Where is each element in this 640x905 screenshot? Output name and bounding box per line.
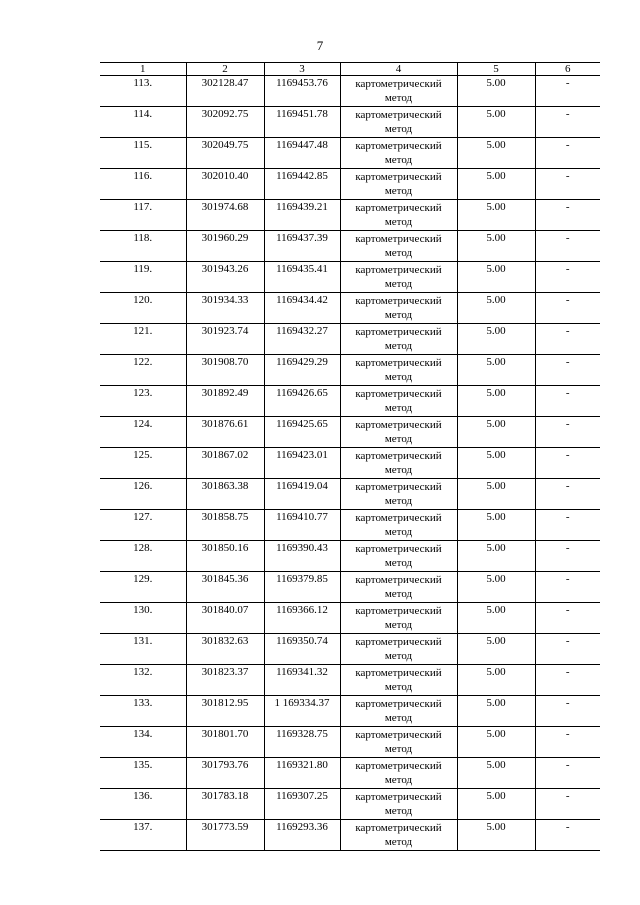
x-coordinate-cell: 301943.26 bbox=[186, 262, 264, 293]
method-cell: картометрический метод bbox=[340, 293, 457, 324]
table-row bbox=[100, 293, 600, 324]
x-coordinate-cell: 301845.36 bbox=[186, 572, 264, 603]
point-number-cell: 135. bbox=[100, 758, 186, 789]
method-cell: картометрический метод bbox=[340, 510, 457, 541]
method-cell: картометрический метод bbox=[340, 634, 457, 665]
table-row bbox=[100, 541, 600, 572]
point-number-cell: 120. bbox=[100, 293, 186, 324]
note-cell: - bbox=[535, 107, 600, 138]
header-cell: 5 bbox=[457, 63, 535, 76]
header-cell: 4 bbox=[340, 63, 457, 76]
accuracy-cell: 5.00 bbox=[457, 789, 535, 820]
note-cell: - bbox=[535, 448, 600, 479]
y-coordinate-cell: 1169447.48 bbox=[264, 138, 340, 169]
y-coordinate-cell: 1169423.01 bbox=[264, 448, 340, 479]
accuracy-cell: 5.00 bbox=[457, 758, 535, 789]
table-row bbox=[100, 138, 600, 169]
x-coordinate-cell: 301832.63 bbox=[186, 634, 264, 665]
x-coordinate-cell: 301876.61 bbox=[186, 417, 264, 448]
accuracy-cell: 5.00 bbox=[457, 169, 535, 200]
table-row bbox=[100, 324, 600, 355]
accuracy-cell: 5.00 bbox=[457, 107, 535, 138]
method-cell: картометрический метод bbox=[340, 138, 457, 169]
x-coordinate-cell: 301850.16 bbox=[186, 541, 264, 572]
accuracy-cell: 5.00 bbox=[457, 665, 535, 696]
x-coordinate-cell: 301812.95 bbox=[186, 696, 264, 727]
note-cell: - bbox=[535, 479, 600, 510]
y-coordinate-cell: 1169442.85 bbox=[264, 169, 340, 200]
point-number-cell: 132. bbox=[100, 665, 186, 696]
note-cell: - bbox=[535, 727, 600, 758]
accuracy-cell: 5.00 bbox=[457, 200, 535, 231]
y-coordinate-cell: 1169379.85 bbox=[264, 572, 340, 603]
method-cell: картометрический метод bbox=[340, 789, 457, 820]
header-cell: 1 bbox=[100, 63, 186, 76]
x-coordinate-cell: 301801.70 bbox=[186, 727, 264, 758]
point-number-cell: 118. bbox=[100, 231, 186, 262]
coordinates-table bbox=[100, 62, 600, 851]
table-row bbox=[100, 200, 600, 231]
note-cell: - bbox=[535, 138, 600, 169]
accuracy-cell: 5.00 bbox=[457, 262, 535, 293]
accuracy-cell: 5.00 bbox=[457, 76, 535, 107]
accuracy-cell: 5.00 bbox=[457, 417, 535, 448]
accuracy-cell: 5.00 bbox=[457, 231, 535, 262]
point-number-cell: 124. bbox=[100, 417, 186, 448]
header-cell: 6 bbox=[535, 63, 600, 76]
point-number-cell: 121. bbox=[100, 324, 186, 355]
table-row bbox=[100, 355, 600, 386]
note-cell: - bbox=[535, 200, 600, 231]
x-coordinate-cell: 301823.37 bbox=[186, 665, 264, 696]
x-coordinate-cell: 301793.76 bbox=[186, 758, 264, 789]
y-coordinate-cell: 1169429.29 bbox=[264, 355, 340, 386]
accuracy-cell: 5.00 bbox=[457, 386, 535, 417]
table-row bbox=[100, 448, 600, 479]
note-cell: - bbox=[535, 169, 600, 200]
y-coordinate-cell: 1169341.32 bbox=[264, 665, 340, 696]
header-cell: 3 bbox=[264, 63, 340, 76]
table-row bbox=[100, 479, 600, 510]
table-row bbox=[100, 665, 600, 696]
x-coordinate-cell: 302128.47 bbox=[186, 76, 264, 107]
note-cell: - bbox=[535, 262, 600, 293]
y-coordinate-cell: 1169426.65 bbox=[264, 386, 340, 417]
accuracy-cell: 5.00 bbox=[457, 727, 535, 758]
table-row bbox=[100, 262, 600, 293]
note-cell: - bbox=[535, 510, 600, 541]
note-cell: - bbox=[535, 541, 600, 572]
point-number-cell: 123. bbox=[100, 386, 186, 417]
y-coordinate-cell: 1169307.25 bbox=[264, 789, 340, 820]
point-number-cell: 128. bbox=[100, 541, 186, 572]
x-coordinate-cell: 301923.74 bbox=[186, 324, 264, 355]
note-cell: - bbox=[535, 324, 600, 355]
accuracy-cell: 5.00 bbox=[457, 572, 535, 603]
note-cell: - bbox=[535, 665, 600, 696]
x-coordinate-cell: 301867.02 bbox=[186, 448, 264, 479]
accuracy-cell: 5.00 bbox=[457, 479, 535, 510]
method-cell: картометрический метод bbox=[340, 541, 457, 572]
point-number-cell: 126. bbox=[100, 479, 186, 510]
point-number-cell: 127. bbox=[100, 510, 186, 541]
y-coordinate-cell: 1169321.80 bbox=[264, 758, 340, 789]
x-coordinate-cell: 301960.29 bbox=[186, 231, 264, 262]
y-coordinate-cell: 1 169334.37 bbox=[264, 696, 340, 727]
method-cell: картометрический метод bbox=[340, 758, 457, 789]
accuracy-cell: 5.00 bbox=[457, 541, 535, 572]
note-cell: - bbox=[535, 231, 600, 262]
table-row bbox=[100, 510, 600, 541]
method-cell: картометрический метод bbox=[340, 665, 457, 696]
table-row bbox=[100, 572, 600, 603]
point-number-cell: 116. bbox=[100, 169, 186, 200]
table-row bbox=[100, 417, 600, 448]
x-coordinate-cell: 301783.18 bbox=[186, 789, 264, 820]
method-cell: картометрический метод bbox=[340, 200, 457, 231]
point-number-cell: 134. bbox=[100, 727, 186, 758]
x-coordinate-cell: 302049.75 bbox=[186, 138, 264, 169]
point-number-cell: 137. bbox=[100, 820, 186, 851]
accuracy-cell: 5.00 bbox=[457, 324, 535, 355]
x-coordinate-cell: 301892.49 bbox=[186, 386, 264, 417]
table-row bbox=[100, 76, 600, 107]
point-number-cell: 114. bbox=[100, 107, 186, 138]
note-cell: - bbox=[535, 696, 600, 727]
y-coordinate-cell: 1169437.39 bbox=[264, 231, 340, 262]
method-cell: картометрический метод bbox=[340, 231, 457, 262]
point-number-cell: 119. bbox=[100, 262, 186, 293]
table-row bbox=[100, 603, 600, 634]
note-cell: - bbox=[535, 820, 600, 851]
table-row bbox=[100, 696, 600, 727]
accuracy-cell: 5.00 bbox=[457, 138, 535, 169]
note-cell: - bbox=[535, 758, 600, 789]
table-row bbox=[100, 386, 600, 417]
method-cell: картометрический метод bbox=[340, 448, 457, 479]
note-cell: - bbox=[535, 634, 600, 665]
method-cell: картометрический метод bbox=[340, 324, 457, 355]
page-number: 7 bbox=[316, 38, 324, 53]
point-number-cell: 122. bbox=[100, 355, 186, 386]
table-row bbox=[100, 758, 600, 789]
method-cell: картометрический метод bbox=[340, 479, 457, 510]
header-cell: 2 bbox=[186, 63, 264, 76]
y-coordinate-cell: 1169410.77 bbox=[264, 510, 340, 541]
method-cell: картометрический метод bbox=[340, 107, 457, 138]
accuracy-cell: 5.00 bbox=[457, 510, 535, 541]
method-cell: картометрический метод bbox=[340, 355, 457, 386]
table-row bbox=[100, 789, 600, 820]
accuracy-cell: 5.00 bbox=[457, 603, 535, 634]
y-coordinate-cell: 1169453.76 bbox=[264, 76, 340, 107]
point-number-cell: 130. bbox=[100, 603, 186, 634]
accuracy-cell: 5.00 bbox=[457, 448, 535, 479]
method-cell: картометрический метод bbox=[340, 169, 457, 200]
accuracy-cell: 5.00 bbox=[457, 696, 535, 727]
method-cell: картометрический метод bbox=[340, 262, 457, 293]
table-row bbox=[100, 107, 600, 138]
y-coordinate-cell: 1169451.78 bbox=[264, 107, 340, 138]
accuracy-cell: 5.00 bbox=[457, 634, 535, 665]
table-header bbox=[100, 63, 600, 76]
point-number-cell: 115. bbox=[100, 138, 186, 169]
table-row bbox=[100, 727, 600, 758]
y-coordinate-cell: 1169435.41 bbox=[264, 262, 340, 293]
table-row bbox=[100, 634, 600, 665]
method-cell: картометрический метод bbox=[340, 696, 457, 727]
method-cell: картометрический метод bbox=[340, 386, 457, 417]
method-cell: картометрический метод bbox=[340, 727, 457, 758]
x-coordinate-cell: 301840.07 bbox=[186, 603, 264, 634]
note-cell: - bbox=[535, 417, 600, 448]
point-number-cell: 125. bbox=[100, 448, 186, 479]
x-coordinate-cell: 301908.70 bbox=[186, 355, 264, 386]
y-coordinate-cell: 1169350.74 bbox=[264, 634, 340, 665]
y-coordinate-cell: 1169434.42 bbox=[264, 293, 340, 324]
point-number-cell: 133. bbox=[100, 696, 186, 727]
x-coordinate-cell: 301858.75 bbox=[186, 510, 264, 541]
point-number-cell: 131. bbox=[100, 634, 186, 665]
y-coordinate-cell: 1169439.21 bbox=[264, 200, 340, 231]
note-cell: - bbox=[535, 355, 600, 386]
method-cell: картометрический метод bbox=[340, 572, 457, 603]
point-number-cell: 129. bbox=[100, 572, 186, 603]
y-coordinate-cell: 1169328.75 bbox=[264, 727, 340, 758]
table-row bbox=[100, 820, 600, 851]
method-cell: картометрический метод bbox=[340, 820, 457, 851]
y-coordinate-cell: 1169425.65 bbox=[264, 417, 340, 448]
method-cell: картометрический метод bbox=[340, 417, 457, 448]
note-cell: - bbox=[535, 293, 600, 324]
x-coordinate-cell: 301934.33 bbox=[186, 293, 264, 324]
table-row bbox=[100, 231, 600, 262]
point-number-cell: 113. bbox=[100, 76, 186, 107]
x-coordinate-cell: 301974.68 bbox=[186, 200, 264, 231]
x-coordinate-cell: 301863.38 bbox=[186, 479, 264, 510]
accuracy-cell: 5.00 bbox=[457, 820, 535, 851]
point-number-cell: 117. bbox=[100, 200, 186, 231]
note-cell: - bbox=[535, 76, 600, 107]
table-row bbox=[100, 169, 600, 200]
x-coordinate-cell: 302010.40 bbox=[186, 169, 264, 200]
note-cell: - bbox=[535, 789, 600, 820]
x-coordinate-cell: 302092.75 bbox=[186, 107, 264, 138]
y-coordinate-cell: 1169366.12 bbox=[264, 603, 340, 634]
note-cell: - bbox=[535, 386, 600, 417]
y-coordinate-cell: 1169390.43 bbox=[264, 541, 340, 572]
y-coordinate-cell: 1169293.36 bbox=[264, 820, 340, 851]
accuracy-cell: 5.00 bbox=[457, 293, 535, 324]
x-coordinate-cell: 301773.59 bbox=[186, 820, 264, 851]
method-cell: картометрический метод bbox=[340, 603, 457, 634]
table-body bbox=[100, 76, 600, 851]
point-number-cell: 136. bbox=[100, 789, 186, 820]
method-cell: картометрический метод bbox=[340, 76, 457, 107]
accuracy-cell: 5.00 bbox=[457, 355, 535, 386]
note-cell: - bbox=[535, 603, 600, 634]
y-coordinate-cell: 1169419.04 bbox=[264, 479, 340, 510]
y-coordinate-cell: 1169432.27 bbox=[264, 324, 340, 355]
note-cell: - bbox=[535, 572, 600, 603]
header-row bbox=[100, 63, 600, 76]
